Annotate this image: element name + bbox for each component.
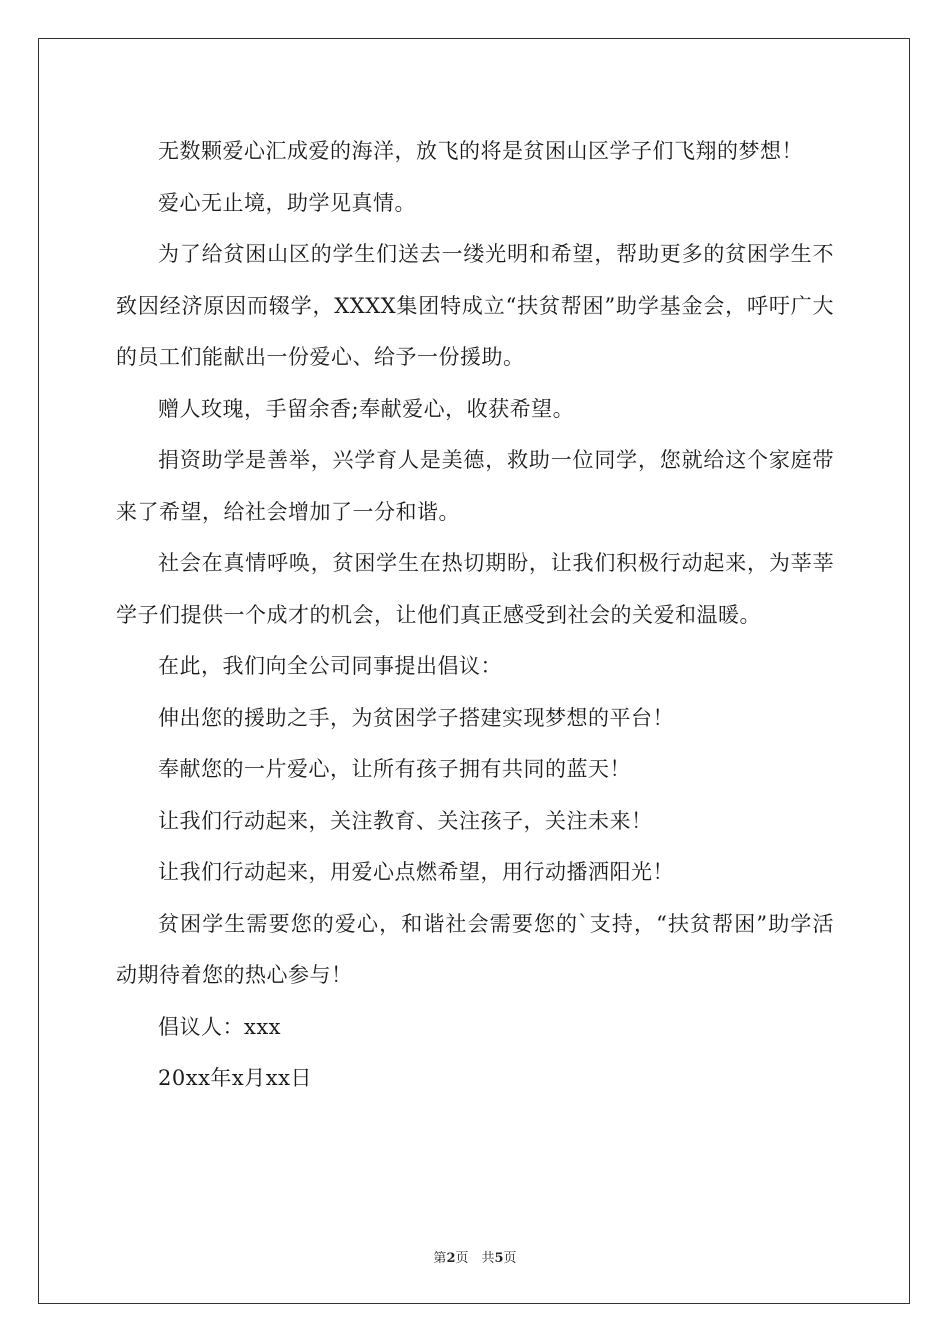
paragraph-4: 赠人玫瑰，手留余香;奉献爱心，收获希望。 <box>158 396 575 421</box>
date-line: 20xx年x月xx日 <box>158 1066 312 1090</box>
paragraph-8: 伸出您的援助之手，为贫困学子搭建实现梦想的平台！ <box>158 705 674 730</box>
paragraph-1: 无数颗爱心汇成爱的海洋，放飞的将是贫困山区学子们飞翔的梦想！ <box>158 139 803 163</box>
page-suffix: 页 <box>503 1251 517 1266</box>
paragraph-2: 爱心无止境，助学见真情。 <box>158 190 416 215</box>
document-body <box>116 126 834 1105</box>
paragraph-7: 在此，我们向全公司同事提出倡议： <box>158 654 502 678</box>
total-page-number: 5 <box>494 1251 504 1266</box>
page-number-footer <box>0 1247 950 1266</box>
paragraph-11: 让我们行动起来，用爱心点燃希望，用行动播洒阳光！ <box>158 860 674 884</box>
current-page-number: 2 <box>446 1251 456 1266</box>
signatory: 倡议人：xxx <box>158 1014 282 1039</box>
paragraph-9: 奉献您的一片爱心，让所有孩子拥有共同的蓝天！ <box>158 757 631 781</box>
page-middle: 页 共 <box>455 1251 495 1266</box>
paragraph-10: 让我们行动起来，关注教育、关注孩子，关注未来！ <box>158 808 653 833</box>
paragraph-6: 社会在真情呼唤，贫困学生在热切期盼，让我们积极行动起来，为莘莘学子们提供一个成才的机会，让他们真正感受到社会的关爱和温暖。 <box>116 551 834 627</box>
paragraph-12: 贫困学生需要您的爱心，和谐社会需要您的`支持，“扶贫帮困”助学活动期待着您的热心参与！ <box>116 911 834 987</box>
paragraph-3: 为了给贫困山区的学生们送去一缕光明和希望，帮助更多的贫困学生不致因经济原因而辍学，XXXX集团特成立“扶贫帮困”助学基金会，呼吁广大的员工们能献出一份爱心、给予一份援助。 <box>116 242 834 369</box>
page-prefix: 第 <box>433 1251 447 1266</box>
paragraph-5: 捐资助学是善举，兴学育人是美德，救助一位同学，您就给这个家庭带来了希望，给社会增加了一分和谐。 <box>116 448 834 524</box>
